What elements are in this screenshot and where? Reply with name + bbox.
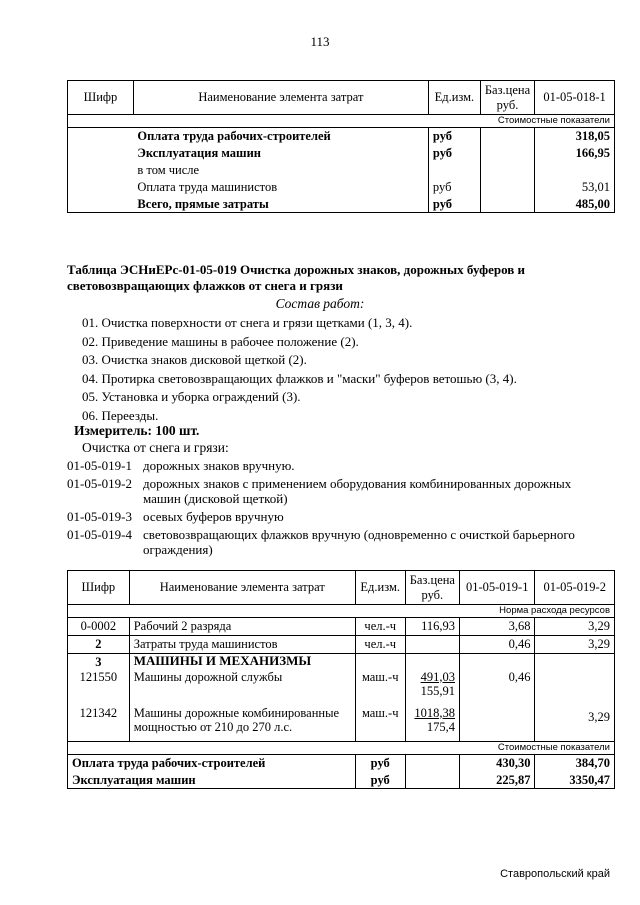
- row-value1: 225,87: [459, 772, 534, 789]
- work-items-list: [82, 314, 517, 425]
- header-name: Наименование элемента затрат: [133, 81, 428, 115]
- list-item: 05. Установка и уборка ограждений (3).: [82, 389, 301, 404]
- cost-label-row: [68, 742, 615, 755]
- header-base-price: Баз.цена руб.: [405, 571, 459, 605]
- table-row: [68, 196, 615, 213]
- row-name: Машины дорожной службы: [129, 670, 355, 706]
- code: 01-05-019-1: [67, 458, 132, 473]
- table-row: [68, 162, 615, 179]
- row-value1: 3,68: [459, 618, 534, 636]
- row-unit: руб: [428, 128, 480, 145]
- row-name: Эксплуатация машин: [137, 145, 261, 160]
- section-label-row: [68, 115, 615, 128]
- row-value2: 3350,47: [535, 772, 615, 789]
- footer-region: Ставропольский край: [500, 868, 610, 880]
- row-name: Всего, прямые затраты: [133, 196, 428, 213]
- code-row: [67, 458, 607, 473]
- code: 01-05-019-3: [67, 509, 132, 524]
- row-unit: маш.-ч: [355, 706, 405, 742]
- table-row: [68, 654, 615, 670]
- row-code: 3: [68, 654, 130, 670]
- row-price-secondary: 175,4: [426, 719, 455, 734]
- row-price: 116,93: [405, 618, 459, 636]
- row-name: Оплата труда рабочих-строителей: [137, 129, 331, 144]
- page-number: 113: [310, 34, 330, 49]
- row-name: МАШИНЫ И МЕХАНИЗМЫ: [129, 654, 355, 670]
- header-col1: 01-05-018-1: [535, 81, 615, 115]
- header-code: Шифр: [68, 81, 134, 115]
- table-heading: Таблица ЭСНиЕРс-01-05-019 Очистка дорожных знаков, дорожных буферов и световозвращающих флажков от снега и грязи: [67, 262, 526, 293]
- row-value: 166,95: [535, 145, 615, 162]
- cleaning-label: Очистка от снега и грязи:: [82, 440, 229, 455]
- row-name: Машины дорожные комбинированные мощностью от 210 до 270 л.с.: [129, 706, 355, 742]
- measure-unit: Измеритель: 100 шт.: [74, 423, 200, 438]
- code-row: [67, 476, 607, 506]
- work-composition-title: Состав работ:: [275, 296, 365, 311]
- table-row: [68, 145, 615, 162]
- row-name: Эксплуатация машин: [68, 772, 356, 789]
- row-unit: чел.-ч: [355, 618, 405, 636]
- row-unit: чел.-ч: [355, 636, 405, 654]
- row-code: 121550: [68, 670, 130, 706]
- list-item: 03. Очистка знаков дисковой щеткой (2).: [82, 352, 307, 367]
- row-value: 53,01: [535, 179, 615, 196]
- table-row: [68, 755, 615, 772]
- row-name: Оплата труда рабочих-строителей: [68, 755, 356, 772]
- table-row: [68, 636, 615, 654]
- cost-table-019: [67, 570, 615, 789]
- header-col1: 01-05-019-1: [459, 571, 534, 605]
- list-item: 02. Приведение машины в рабочее положение (2).: [82, 333, 359, 349]
- table-row: [68, 772, 615, 789]
- header-unit: Ед.изм.: [355, 571, 405, 605]
- row-value2: 384,70: [535, 755, 615, 772]
- table-row: [68, 670, 615, 706]
- list-item: 06. Переезды.: [82, 407, 159, 423]
- row-value1: 0,46: [459, 670, 534, 706]
- row-unit: маш.-ч: [355, 670, 405, 706]
- row-unit: руб: [428, 145, 480, 162]
- row-unit: руб: [428, 196, 480, 213]
- row-unit: руб: [355, 755, 405, 772]
- code: 01-05-019-2: [67, 476, 132, 491]
- row-unit: руб: [428, 179, 480, 196]
- table-row: [68, 706, 615, 742]
- code-list: [67, 458, 607, 560]
- code: 01-05-019-4: [67, 527, 132, 542]
- row-name: в том числе: [137, 162, 200, 177]
- row-code: 2: [68, 636, 130, 654]
- table-header-row: [68, 81, 615, 115]
- row-value1: [459, 706, 534, 742]
- list-item: 01. Очистка поверхности от снега и грязи щетками (1, 3, 4).: [82, 315, 413, 330]
- row-name: Рабочий 2 разряда: [129, 618, 355, 636]
- table-header-row: [68, 571, 615, 605]
- table-row: [68, 128, 615, 145]
- row-name: Затраты труда машинистов: [129, 636, 355, 654]
- header-base-price: Баз.цена руб.: [480, 81, 534, 115]
- code-description: осевых буферов вручную: [143, 509, 284, 524]
- header-col2: 01-05-019-2: [535, 571, 615, 605]
- row-price-secondary: 155,91: [420, 683, 455, 698]
- code-row: [67, 509, 607, 524]
- row-value: 318,05: [535, 128, 615, 145]
- row-price: 1018,38: [414, 705, 455, 720]
- row-price: 491,03: [420, 669, 455, 684]
- header-name: Наименование элемента затрат: [129, 571, 355, 605]
- table-row: [68, 618, 615, 636]
- list-item: 04. Протирка световозвращающих флажков и "маски" буферов ветошью (3, 4).: [82, 370, 517, 386]
- row-value: 485,00: [535, 196, 615, 213]
- row-unit: руб: [355, 772, 405, 789]
- row-name: Оплата труда машинистов: [137, 179, 278, 194]
- cost-label: Стоимостные показатели: [68, 742, 615, 755]
- norm-label-row: [68, 605, 615, 618]
- row-code: 0-0002: [68, 618, 130, 636]
- row-value2: 3,29: [535, 618, 615, 636]
- row-value2: 3,29: [535, 706, 615, 742]
- code-description: дорожных знаков с применением оборудования комбинированных дорожных машин (дисковой щеткой): [143, 476, 572, 506]
- header-unit: Ед.изм.: [428, 81, 480, 115]
- row-value2: [535, 670, 615, 706]
- cost-table-018: [67, 80, 615, 213]
- code-row: [67, 527, 607, 557]
- norm-label: Норма расхода ресурсов: [68, 605, 615, 618]
- row-value2: 3,29: [535, 636, 615, 654]
- section-label: Стоимостные показатели: [68, 115, 615, 128]
- row-value1: 430,30: [459, 755, 534, 772]
- code-description: дорожных знаков вручную.: [143, 458, 295, 473]
- row-price: [405, 636, 459, 654]
- table-row: [68, 179, 615, 196]
- row-code: 121342: [68, 706, 130, 742]
- row-value1: 0,46: [459, 636, 534, 654]
- header-code: Шифр: [68, 571, 130, 605]
- code-description: световозвращающих флажков вручную (одновременно с очисткой барьерного ограждения): [143, 527, 575, 557]
